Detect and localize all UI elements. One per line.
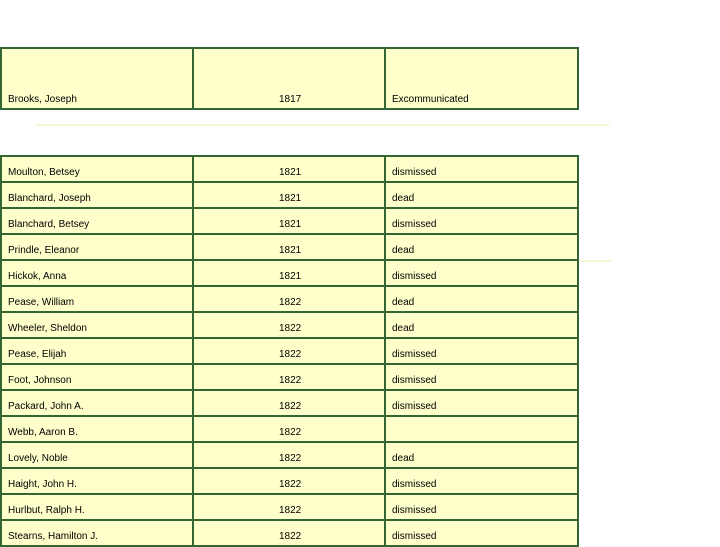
year-cell: 1822 [193, 468, 385, 494]
status-cell: dismissed [385, 156, 578, 182]
year-cell: 1822 [193, 312, 385, 338]
table-row [1, 520, 578, 546]
name-cell: Prindle, Eleanor [1, 234, 193, 260]
top-record-table [0, 47, 579, 110]
records-body [1, 156, 578, 546]
name-cell: Blanchard, Betsey [1, 208, 193, 234]
year-cell: 1822 [193, 390, 385, 416]
name-cell: Lovely, Noble [1, 442, 193, 468]
table-row [1, 442, 578, 468]
name-cell: Brooks, Joseph [1, 48, 193, 109]
status-cell: dead [385, 442, 578, 468]
divider [577, 260, 612, 262]
table-row [1, 338, 578, 364]
status-cell: dead [385, 312, 578, 338]
status-cell: dismissed [385, 260, 578, 286]
table-row [1, 468, 578, 494]
status-cell: dismissed [385, 338, 578, 364]
name-cell: Stearns, Hamilton J. [1, 520, 193, 546]
name-cell: Pease, Elijah [1, 338, 193, 364]
table-row [1, 390, 578, 416]
name-cell: Foot, Johnson [1, 364, 193, 390]
table-row [1, 416, 578, 442]
year-cell: 1822 [193, 286, 385, 312]
status-cell: dismissed [385, 390, 578, 416]
year-cell: 1821 [193, 260, 385, 286]
name-cell: Wheeler, Sheldon [1, 312, 193, 338]
status-cell: dismissed [385, 468, 578, 494]
table-row [1, 494, 578, 520]
name-cell: Moulton, Betsey [1, 156, 193, 182]
year-cell: 1821 [193, 182, 385, 208]
table-row [1, 312, 578, 338]
table-row [1, 182, 578, 208]
table-row [1, 364, 578, 390]
name-cell: Webb, Aaron B. [1, 416, 193, 442]
year-cell: 1817 [193, 48, 385, 109]
year-cell: 1821 [193, 208, 385, 234]
year-cell: 1822 [193, 416, 385, 442]
status-cell: dead [385, 234, 578, 260]
year-cell: 1822 [193, 338, 385, 364]
name-cell: Packard, John A. [1, 390, 193, 416]
status-cell: dead [385, 286, 578, 312]
table-row [1, 286, 578, 312]
table-row [1, 48, 578, 109]
table-row [1, 260, 578, 286]
year-cell: 1822 [193, 364, 385, 390]
status-cell [385, 416, 578, 442]
name-cell: Hickok, Anna [1, 260, 193, 286]
name-cell: Haight, John H. [1, 468, 193, 494]
name-cell: Pease, William [1, 286, 193, 312]
year-cell: 1822 [193, 494, 385, 520]
status-cell: dismissed [385, 520, 578, 546]
year-cell: 1821 [193, 156, 385, 182]
year-cell: 1822 [193, 520, 385, 546]
table-row [1, 234, 578, 260]
year-cell: 1821 [193, 234, 385, 260]
status-cell: dismissed [385, 364, 578, 390]
status-cell: dismissed [385, 494, 578, 520]
table-row [1, 156, 578, 182]
status-cell: Excommunicated [385, 48, 578, 109]
name-cell: Hurlbut, Ralph H. [1, 494, 193, 520]
divider [35, 124, 610, 126]
records-table [0, 155, 579, 547]
table-row [1, 208, 578, 234]
status-cell: dismissed [385, 208, 578, 234]
name-cell: Blanchard, Joseph [1, 182, 193, 208]
year-cell: 1822 [193, 442, 385, 468]
status-cell: dead [385, 182, 578, 208]
